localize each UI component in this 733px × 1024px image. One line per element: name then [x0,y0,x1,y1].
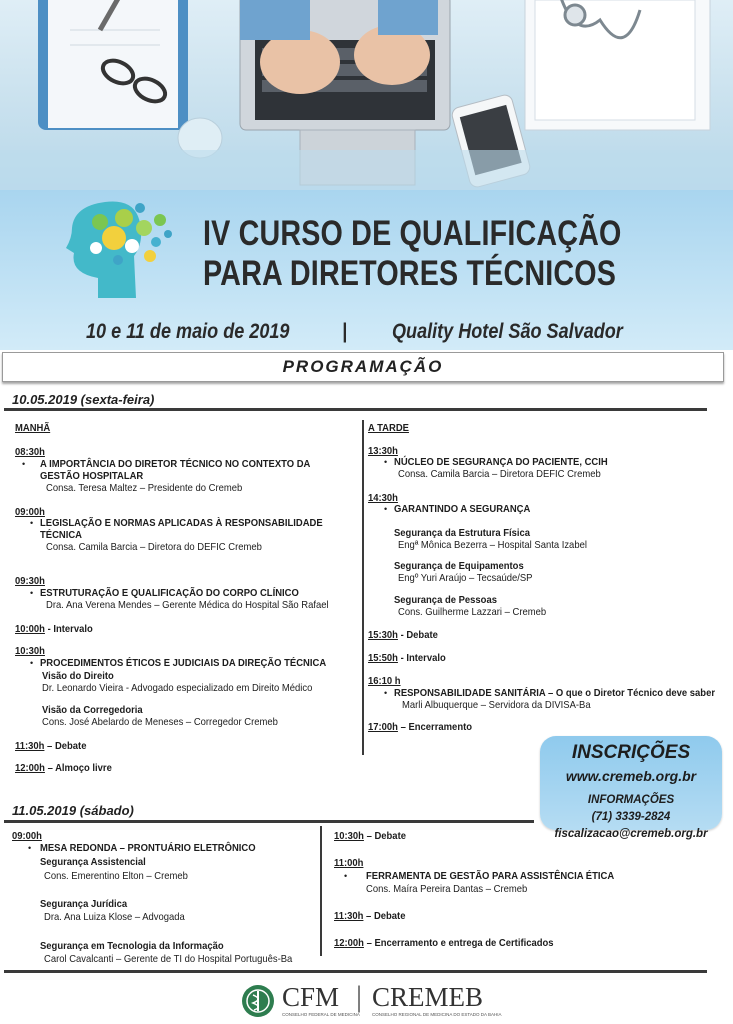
time-0900-day2: 09:00h [12,830,42,842]
time-1000: 10:00h [15,623,45,635]
day1-divider [4,408,707,411]
event-venue: Quality Hotel São Salvador [392,320,623,343]
session-speaker: Consa. Camila Barcia – Diretora DEFIC Cremeb [398,468,601,480]
bullet: • [22,459,26,469]
bullet: • [384,688,388,698]
contact-email-link[interactable]: fiscalizacao@cremeb.org.br [554,828,708,840]
session-title: LEGISLAÇÃO E NORMAS APLICADAS À RESPONSABILIDADE [40,517,323,529]
inscricoes-title: INSCRIÇÕES [571,742,691,763]
debate-label: - Debate [397,629,438,641]
session-title-cont: TÉCNICA [40,529,83,541]
cremeb-logo-text: CREMEB [372,982,484,1012]
session-speaker: Consa. Teresa Maltez – Presidente do Cremeb [46,482,243,494]
session-title: PROCEDIMENTOS ÉTICOS E JUDICIAIS DA DIREÇÃO TÉCNICA [40,657,327,669]
debate-label: – Debate [363,830,406,842]
session-speaker: Engº Yuri Araújo – Tecsaúde/SP [398,572,533,584]
time-0830: 08:30h [15,446,45,458]
session-subtitle: Segurança em Tecnologia da Informação [40,940,224,952]
closing-row [368,721,472,733]
contact-phone: (71) 3339-2824 [591,811,671,823]
session-title: RESPONSABILIDADE SANITÁRIA – O que o Diretor Técnico deve saber [394,687,716,699]
time-1030-day2: 10:30h [334,830,364,842]
session-speaker: Marli Albuquerque – Servidora da DIVISA-Ba [402,699,591,711]
day1-heading: 10.05.2019 (sexta-feira) [12,392,155,407]
session-speaker: Consa. Camila Barcia – Diretora do DEFIC Cremeb [46,541,262,553]
session-title: MESA REDONDA – PRONTUÁRIO ELETRÔNICO [40,842,256,854]
cfm-logo-subtitle: CONSELHO FEDERAL DE MEDICINA [282,1012,360,1017]
session-subtitle: Segurança de Equipamentos [394,560,524,572]
time-1200-day2: 12:00h [334,937,364,949]
desk-illustration [0,0,733,190]
debate-row [334,830,406,842]
hero-photo [0,0,733,190]
time-1130-day2: 11:30h [334,910,364,922]
bullet: • [384,457,388,467]
session-title: NÚCLEO DE SEGURANÇA DO PACIENTE, CCIH [394,456,608,468]
debate-row [368,629,438,641]
break-label: - Intervalo [44,623,93,635]
cremeb-logo-subtitle: CONSELHO REGIONAL DE MEDICINA DO ESTADO DA BAHIA [372,1012,502,1017]
time-1530: 15:30h [368,629,398,641]
day2-divider [4,820,534,823]
session-speaker: Cons. Maíra Pereira Dantas – Cremeb [366,883,528,895]
session-subtitle: Segurança da Estrutura Física [394,527,531,539]
time-0900: 09:00h [15,506,45,518]
session-speaker: Carol Cavalcanti – Gerente de TI do Hospital Português-Ba [44,953,293,965]
debate-label: – Debate [363,910,406,922]
programacao-bar [2,352,724,382]
bullet: • [30,588,34,598]
bullet: • [384,504,388,514]
day1-column-divider [362,420,364,755]
lunch-label: – Almoço livre [44,762,112,774]
date-separator: | [342,320,348,343]
informacoes-label: INFORMAÇÕES [587,794,675,806]
time-1330: 13:30h [368,445,398,457]
session-speaker: Cons. Guilherme Lazzari – Cremeb [398,606,547,618]
time-1610: 16:10 h [368,675,401,687]
session-subtitle: Visão da Corregedoria [42,704,143,716]
time-1550: 15:50h [368,652,398,664]
day2-heading: 11.05.2019 (sábado) [12,803,134,818]
footer-logos [0,980,733,1024]
bullet: • [30,658,34,668]
lunch-row [15,762,112,774]
debate-label: – Debate [44,740,87,752]
time-1200: 12:00h [15,762,45,774]
session-subtitle: Segurança Jurídica [40,898,128,910]
cfm-emblem-icon [240,983,276,1019]
break-row [368,652,446,664]
session-speaker: Cons. José Abelardo de Meneses – Corregedor Cremeb [42,716,278,728]
session-subtitle: Segurança Assistencial [40,856,146,868]
day2-column-divider [320,826,322,956]
logo-divider: | [356,980,363,1013]
break-label: - Intervalo [397,652,446,664]
inscricoes-box [540,736,722,840]
session-speaker: Cons. Emerentino Elton – Cremeb [44,870,188,882]
event-date: 10 e 11 de maio de 2019 [86,320,290,343]
closing-label: – Encerramento e entrega de Certificados [363,937,554,949]
closing-label: – Encerramento [397,721,473,733]
head-logo-icon [60,198,180,306]
time-1100-day2: 11:00h [334,857,364,869]
bullet: • [28,843,32,853]
bullet: • [344,871,348,881]
session-speaker: Dra. Ana Luiza Klose – Advogada [44,911,185,923]
session-subtitle: Visão do Direito [42,670,114,682]
morning-label: MANHÃ [15,422,51,434]
session-title: FERRAMENTA DE GESTÃO PARA ASSISTÊNCIA ÉTICA [366,870,615,882]
session-speaker: Dra. Ana Verena Mendes – Gerente Médica do Hospital São Rafael [46,599,329,611]
title-line-1: IV CURSO DE QUALIFICAÇÃO [203,214,622,253]
session-title-cont: GESTÃO HOSPITALAR [40,470,144,482]
session-speaker: Engª Mônica Bezerra – Hospital Santa Izabel [398,539,587,551]
time-1130: 11:30h [15,740,45,752]
title-banner [0,190,733,350]
time-1430: 14:30h [368,492,398,504]
cfm-logo-text: CFM [282,982,340,1012]
afternoon-label: A TARDE [368,422,409,434]
programacao-label: PROGRAMAÇÃO [282,357,444,376]
closing-row [334,937,554,949]
break-row [15,623,93,635]
time-1030: 10:30h [15,645,45,657]
session-speaker: Dr. Leonardo Vieira - Advogado especializado em Direito Médico [42,682,313,694]
debate-row [15,740,86,752]
session-title: ESTRUTURAÇÃO E QUALIFICAÇÃO DO CORPO CLÍNICO [40,587,299,599]
inscricoes-site-link[interactable]: www.cremeb.org.br [565,768,697,784]
debate-row [334,910,405,922]
bullet: • [30,518,34,528]
session-title: A IMPORTÂNCIA DO DIRETOR TÉCNICO NO CONTEXTO DA [40,458,311,470]
session-title: GARANTINDO A SEGURANÇA [394,503,531,515]
session-subtitle: Segurança de Pessoas [394,594,497,606]
time-1700: 17:00h [368,721,398,733]
title-line-2: PARA DIRETORES TÉCNICOS [203,254,617,293]
bottom-divider [4,970,707,973]
time-0930: 09:30h [15,575,45,587]
